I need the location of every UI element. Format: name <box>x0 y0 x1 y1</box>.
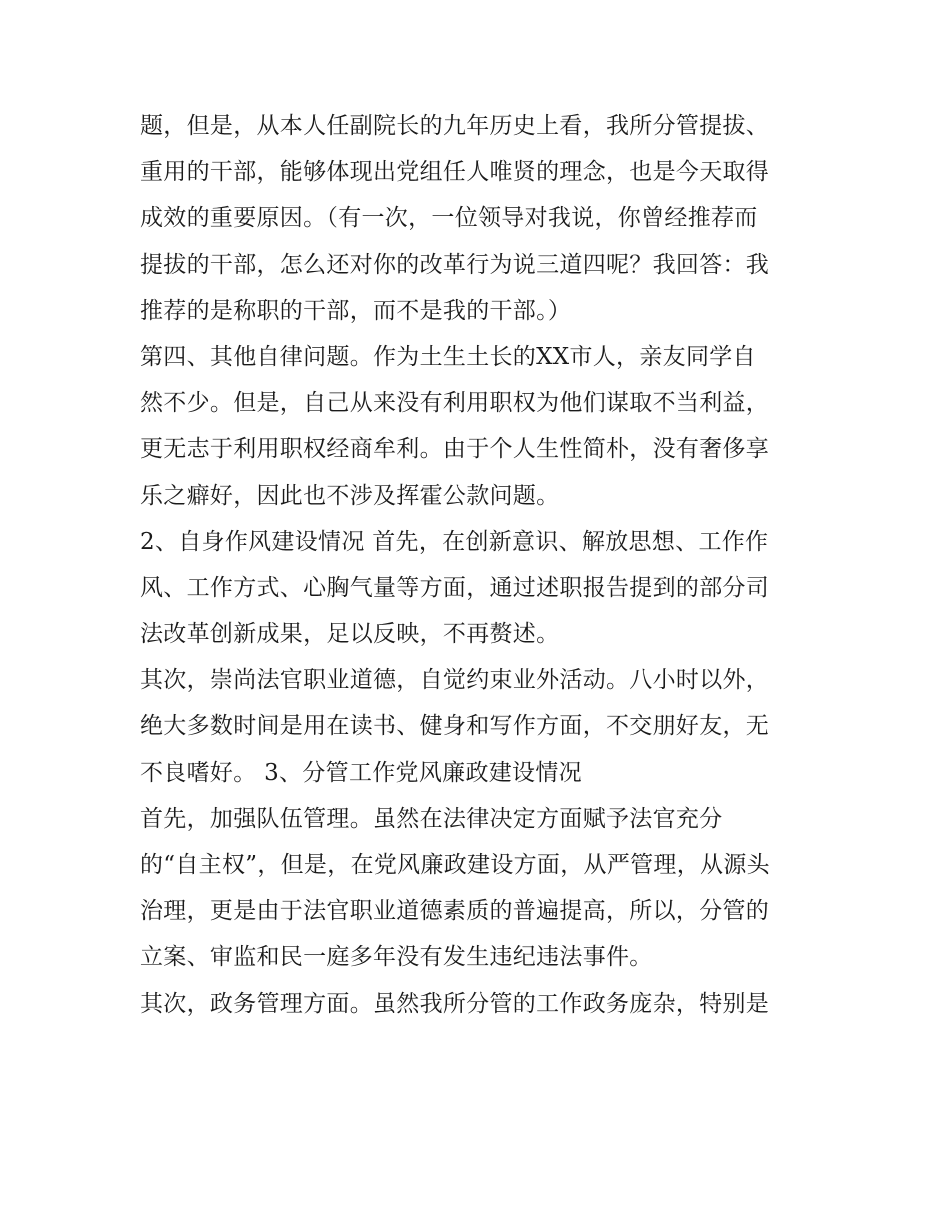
document-body <box>140 103 820 1027</box>
text-line: 绝大多数时间是用在读书、健身和写作方面，不交朋好友，无 <box>140 713 770 740</box>
text-line: 更无志于利用职权经商牟利。由于个人生性简朴，没有奢侈享 <box>140 436 770 463</box>
text-line: 推荐的是称职的干部，而不是我的干部。） <box>140 297 572 324</box>
text-line: 立案、审监和民一庭多年没有发生违纪违法事件。 <box>140 944 653 971</box>
text-line: 的“自主权”，但是，在党风廉政建设方面，从严管理，从源头 <box>140 852 770 878</box>
text-line: 其次，崇尚法官职业道德，自觉约束业外活动。八小时以外， <box>140 667 770 694</box>
text-line: 2、自身作风建设情况 首先，在创新意识、解放思想、工作作 <box>140 528 769 555</box>
text-line: 然不少。但是，自己从来没有利用职权为他们谋取不当利益， <box>140 390 770 417</box>
text-line: 第四、其他自律问题。作为土生土长的XX市人，亲友同学自 <box>140 343 756 370</box>
text-line: 重用的干部，能够体现出党组任人唯贤的理念，也是今天取得 <box>140 159 770 186</box>
text-line: 乐之癖好，因此也不涉及挥霍公款问题。 <box>140 482 560 509</box>
text-line: 提拔的干部，怎么还对你的改革行为说三道四呢？我回答：我 <box>140 251 770 278</box>
text-line: 成效的重要原因。（有一次，一位领导对我说，你曾经推荐而 <box>140 205 758 232</box>
text-line: 治理，更是由于法官职业道德素质的普遍提高，所以，分管的 <box>140 898 770 925</box>
text-line: 首先，加强队伍管理。虽然在法律决定方面赋予法官充分 <box>140 805 723 832</box>
text-line: 其次，政务管理方面。虽然我所分管的工作政务庞杂，特别是 <box>140 990 770 1017</box>
text-line: 不良嗜好。 3、分管工作党风廉政建设情况 <box>140 759 582 786</box>
text-line: 风、工作方式、心胸气量等方面，通过述职报告提到的部分司 <box>140 574 770 601</box>
text-line: 题，但是，从本人任副院长的九年历史上看，我所分管提拔、 <box>140 113 770 139</box>
text-line: 法改革创新成果，足以反映，不再赘述。 <box>140 621 560 648</box>
